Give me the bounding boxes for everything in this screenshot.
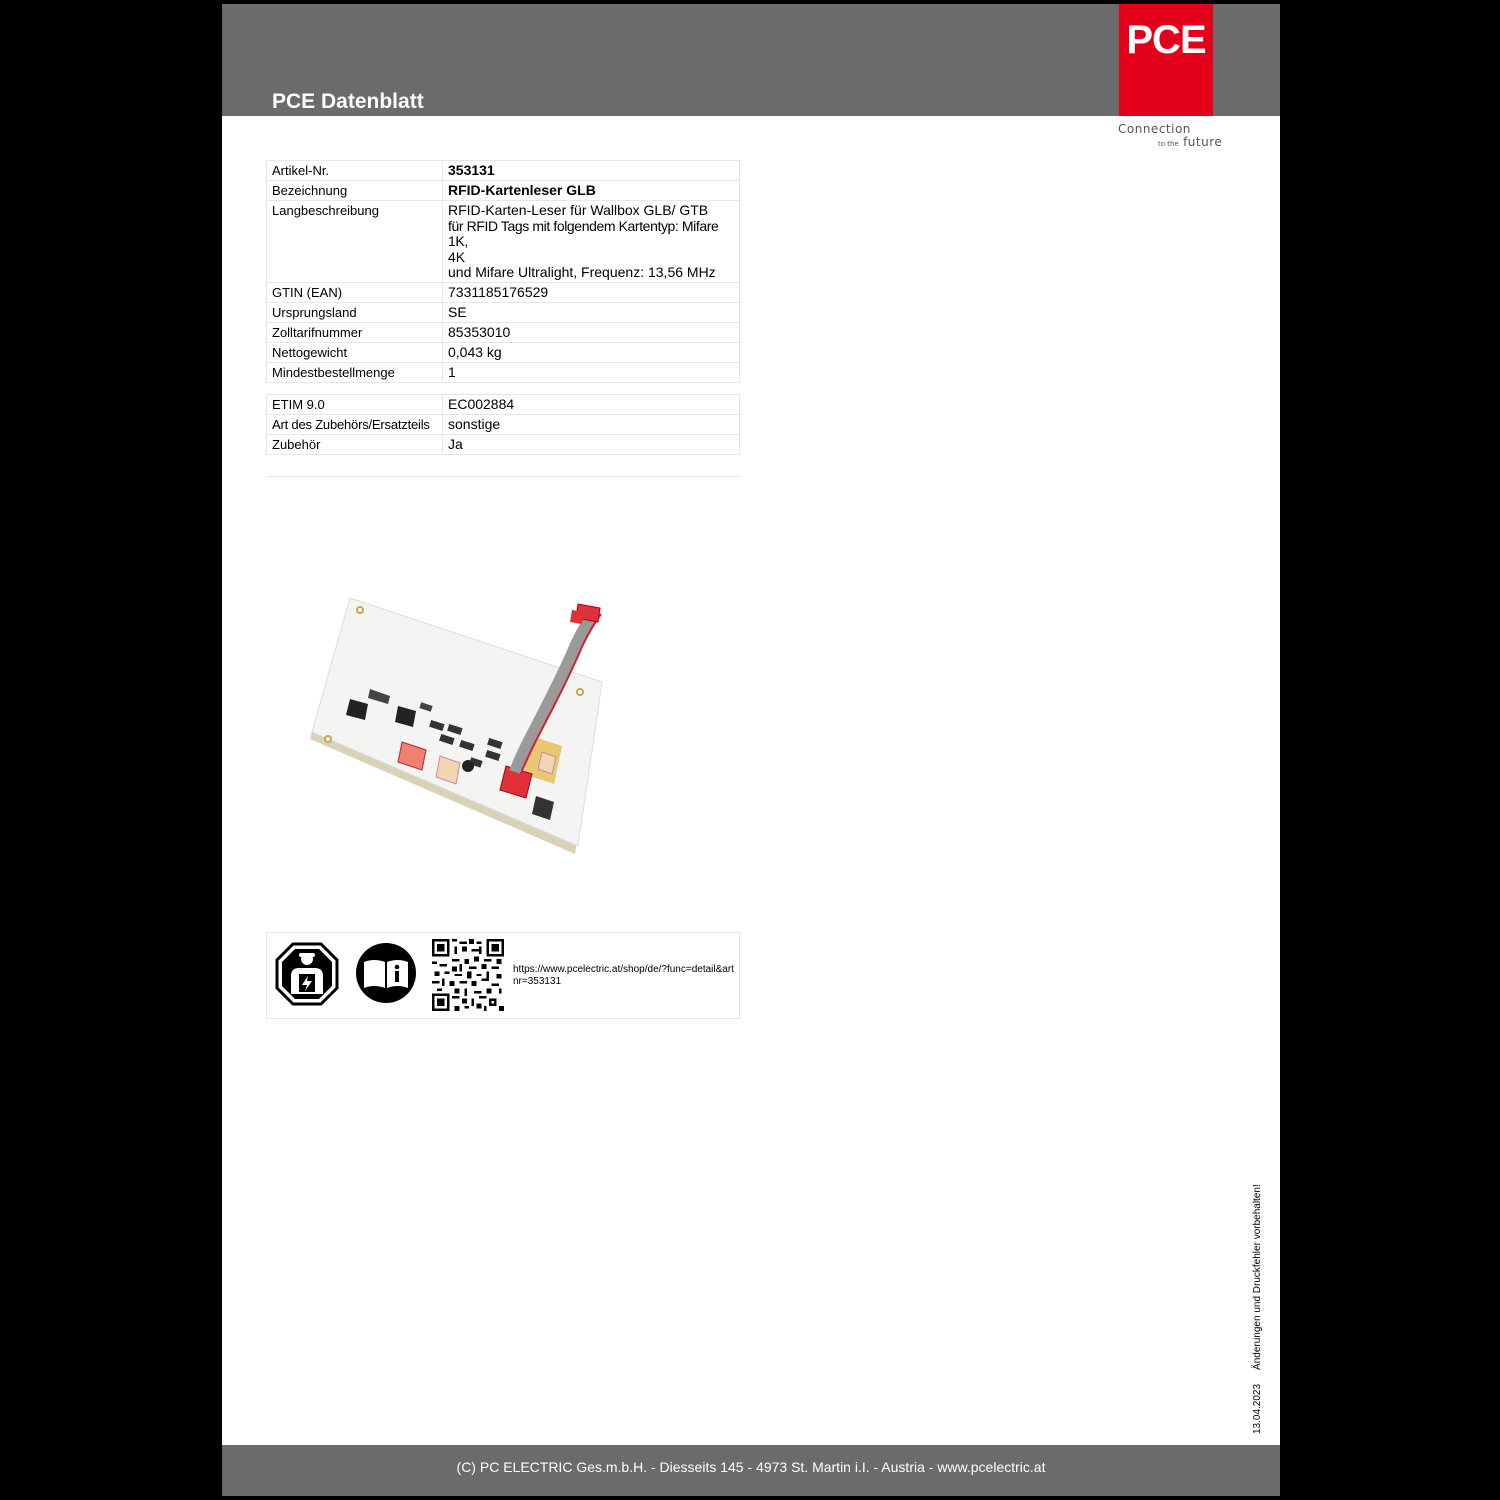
etim-value: sonstige (443, 415, 740, 435)
spec-value: RFID-Kartenleser GLB (443, 181, 740, 201)
table-row (267, 282, 740, 302)
tagline-future-word: future (1183, 135, 1223, 149)
datasheet-page (222, 4, 1280, 1496)
desc-line: und Mifare Ultralight, Frequenz: 13,56 MHz (448, 264, 716, 280)
spec-key: Artikel-Nr. (267, 161, 443, 181)
spec-key: Nettogewicht (267, 342, 443, 362)
spec-key: Langbeschreibung (267, 201, 443, 283)
table-row (267, 395, 740, 415)
spec-value-long-description (443, 201, 740, 283)
etim-key: Zubehör (267, 435, 443, 455)
spec-value: 0,043 kg (443, 342, 740, 362)
spec-key: Ursprungsland (267, 302, 443, 322)
product-image (310, 594, 690, 859)
spec-value: 85353010 (443, 322, 740, 342)
spec-value: 353131 (443, 161, 740, 181)
tagline-connection: Connection (1118, 122, 1191, 136)
side-note (1252, 1184, 1263, 1434)
spec-key: Mindestbestellmenge (267, 362, 443, 382)
divider (266, 476, 740, 477)
spec-key: Zolltarifnummer (267, 322, 443, 342)
spec-key: Bezeichnung (267, 181, 443, 201)
table-row (267, 415, 740, 435)
table-row (267, 201, 740, 283)
desc-line: für RFID Tags mit folgendem Kartentyp: Mifare 1K, (448, 217, 719, 249)
table-row (267, 435, 740, 455)
etim-value: EC002884 (443, 395, 740, 415)
table-row (267, 181, 740, 201)
logo-text: PCE (1126, 18, 1206, 62)
pce-logo (1119, 4, 1213, 116)
read-manual-icon (355, 942, 417, 1004)
info-icon-box (266, 932, 740, 1019)
spec-value: 1 (443, 362, 740, 382)
product-spec-table (266, 160, 740, 383)
spec-value: 7331185176529 (443, 282, 740, 302)
tagline-future (1158, 135, 1222, 149)
etim-key: Art des Zubehörs/Ersatzteils (267, 415, 443, 435)
header-bar (222, 4, 1280, 116)
etim-table (266, 394, 740, 455)
side-note-date: 13.04.2023 (1252, 1383, 1263, 1434)
page-title: PCE Datenblatt (272, 90, 424, 113)
qualified-electrician-icon (275, 942, 339, 1006)
etim-value: Ja (443, 435, 740, 455)
desc-line: RFID-Karten-Leser für Wallbox GLB/ GTB (448, 202, 709, 218)
table-row (267, 342, 740, 362)
spec-value: SE (443, 302, 740, 322)
table-row (267, 302, 740, 322)
table-row (267, 161, 740, 181)
qr-code (432, 939, 504, 1011)
tagline-to-the: to the (1158, 140, 1179, 148)
table-row (267, 322, 740, 342)
product-link[interactable]: https://www.pcelectric.at/shop/de/?func=detail&artnr=353131 (513, 964, 734, 987)
etim-key: ETIM 9.0 (267, 395, 443, 415)
footer: (C) PC ELECTRIC Ges.m.b.H. - Diesseits 145 - 4973 St. Martin i.I. - Austria - www.pcelectric.at (222, 1445, 1280, 1496)
spec-key: GTIN (EAN) (267, 282, 443, 302)
desc-line: 4K (448, 248, 466, 265)
side-note-text: Änderungen und Druckfehler vorbehalten! (1252, 1184, 1263, 1370)
table-row (267, 362, 740, 382)
